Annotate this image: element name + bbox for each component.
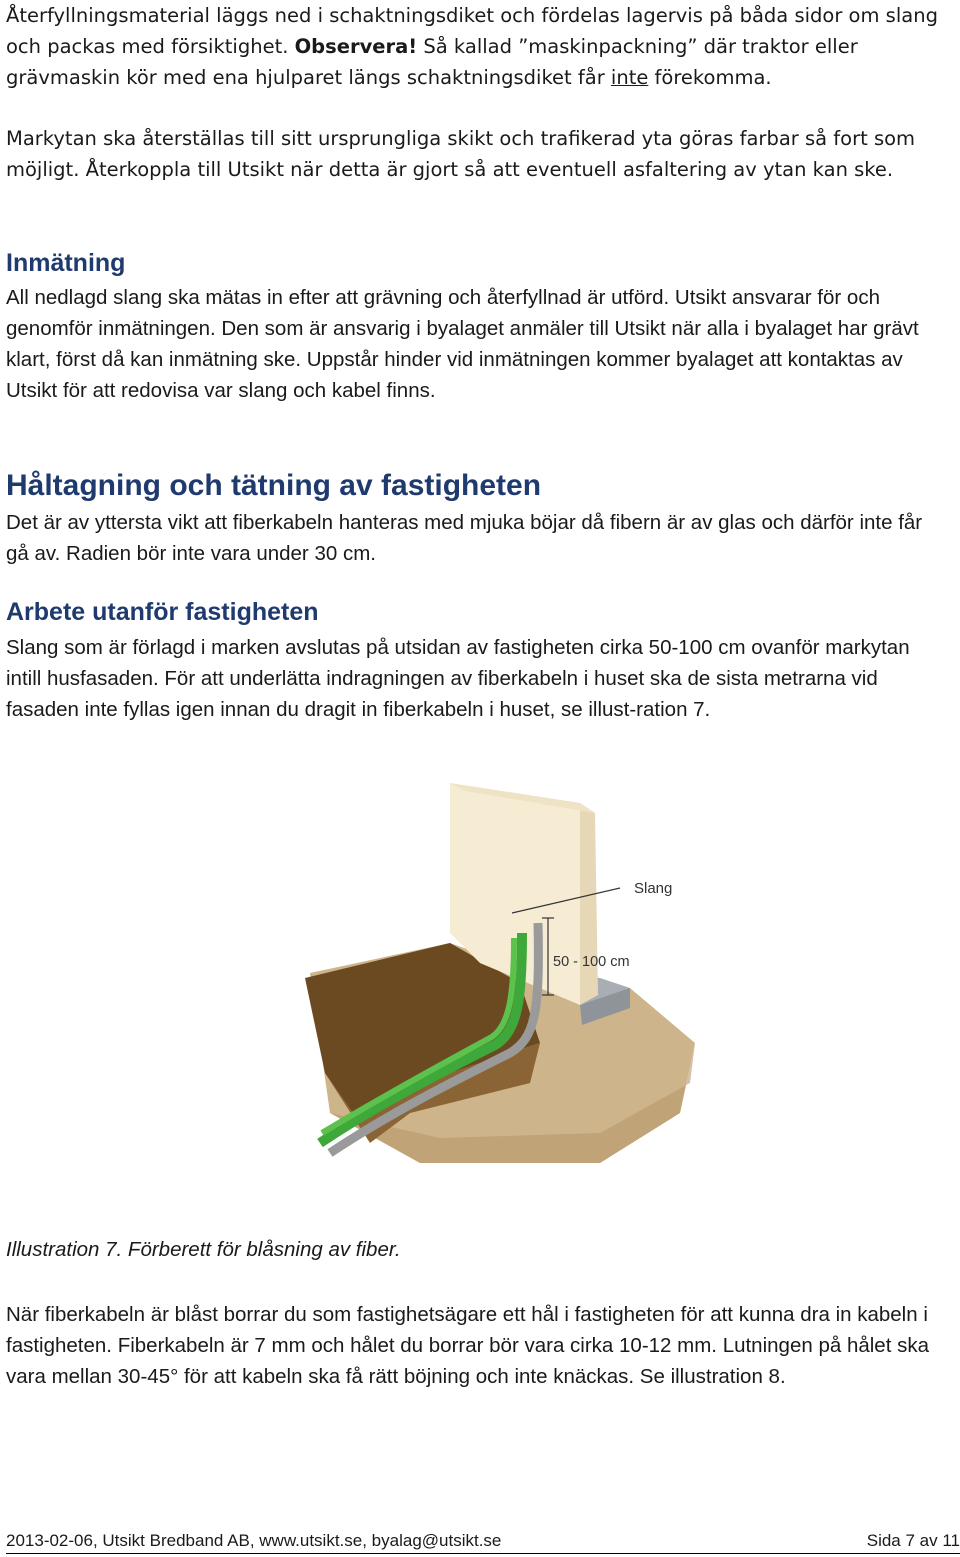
footer-page-number: Sida 7 av 11 — [866, 1531, 960, 1550]
heading-inmatning: Inmätning — [6, 249, 126, 277]
page-footer — [6, 1531, 960, 1551]
paragraph-restore-surface: Markytan ska återställas till sitt ursprungliga skikt och trafikerad yta göras farbar så fort som möjligt. Återkoppla till Utsikt när detta är gjort så att eventuell asfaltering av ytan kan ske. — [6, 127, 916, 181]
footer-left: 2013-02-06, Utsikt Bredband AB, www.utsikt.se, byalag@utsikt.se — [6, 1531, 502, 1550]
paragraph-inmatning: All nedlagd slang ska mätas in efter att grävning och återfyllnad är utförd. Utsikt ansvarar för och genomför inmätningen. Den som är ansvarig i byalaget anmäler till Utsikt när alla i byalaget har grävt klart, först då kan inmätning ske. Uppstår hinder vid inmätningen kommer byalaget att kontaktas av Utsikt för att redovisa var slang och kabel finns. — [6, 286, 919, 402]
paragraph-backfill — [6, 0, 941, 93]
paragraph-text: förekomma. — [648, 66, 772, 89]
label-height: 50 - 100 cm — [553, 954, 630, 970]
heading-haltagning: Håltagning och tätning av fastigheten — [6, 469, 542, 502]
illustration-7-figure — [300, 783, 700, 1168]
paragraph-borra: När fiberkabeln är blåst borrar du som fastighetsägare ett hål i fastigheten för att kunna dra in kabeln i fastigheten. Fiberkabeln är 7 mm och hålet du borrar bör vara cirka 10-12 mm. Lutningen på hålet ska vara mellan 30-45° för att kabeln ska få rätt böjning och inte knäckas. Se illustration 8. — [6, 1303, 929, 1388]
paragraph-text: Återfyllningsmaterial läggs ned i schaktningsdiket och fördelas lagervis på båda sidor om slang och packas med försiktighet. — [6, 4, 938, 58]
heading-arbete: Arbete utanför fastigheten — [6, 598, 319, 626]
observe-emphasis: Observera! — [294, 35, 418, 58]
paragraph-haltagning: Det är av yttersta vikt att fiberkabeln hanteras med mjuka böjar då fibern är av glas och därför inte får gå av. Radien bör inte vara under 30 cm. — [6, 511, 923, 565]
underlined-word: inte — [610, 66, 649, 89]
illustration-caption: Illustration 7. Förberett för blåsning av fiber. — [6, 1238, 401, 1261]
label-slang: Slang — [634, 880, 673, 897]
paragraph-arbete: Slang som är förlagd i marken avslutas på utsidan av fastigheten cirka 50-100 cm ovanför markytan intill husfasaden. För att underlätta indragningen av fiberkabeln i huset ska de sista metrarna vid fasaden inte fyllas igen innan du dragit in fiberkabeln i huset, se illust-ration 7. — [6, 636, 910, 721]
paragraph-text: Så kallad ”maskinpackning” där traktor eller grävmaskin kör med ena hjulparet längs schaktningsdiket får — [6, 35, 858, 89]
footer-rule — [6, 1553, 960, 1554]
